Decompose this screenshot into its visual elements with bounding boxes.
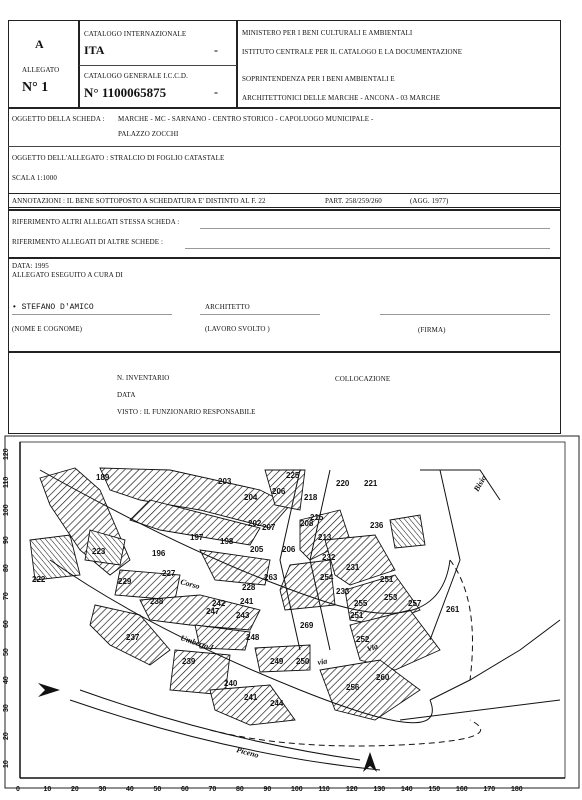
parcel-block — [320, 660, 420, 720]
parcel-label: 189 — [96, 473, 110, 482]
parcel-label: 243 — [236, 611, 250, 620]
parcel-label: 196 — [152, 549, 166, 558]
parcel-label: 263 — [264, 573, 278, 582]
catalogo-generale-label: CATALOGO GENERALE I.C.C.D. — [84, 72, 188, 80]
parcel-label: 250 — [296, 657, 310, 666]
parcel-label: 221 — [364, 479, 378, 488]
y-tick-label: 120 — [3, 448, 10, 460]
y-tick-label: 70 — [3, 592, 10, 600]
allegato-letter: A — [35, 37, 44, 51]
parcel-label: 244 — [270, 699, 284, 708]
parcel-label: 208 — [300, 519, 314, 528]
parcel-label: 238 — [150, 597, 164, 606]
parcel-label: 240 — [224, 679, 238, 688]
ministero-text: MINISTERO PER I BENI CULTURALI E AMBIENTALI — [242, 29, 413, 37]
eseguito-text: ALLEGATO ESEGUITO A CURA DI — [12, 271, 123, 279]
y-tick-label: 40 — [3, 676, 10, 684]
parcel-label: 223 — [92, 547, 106, 556]
parcel-label: 197 — [190, 533, 204, 542]
parcel-label: 253 — [384, 593, 398, 602]
ruolo-value: ARCHITETTO — [205, 303, 250, 311]
scala-text: SCALA 1:1000 — [12, 174, 57, 182]
y-tick-label: 100 — [3, 504, 10, 516]
parcel-label: 241 — [244, 693, 258, 702]
parcel-label: 261 — [446, 605, 460, 614]
y-tick-label: 50 — [3, 648, 10, 656]
parcel-label: 229 — [118, 577, 132, 586]
istituto-text: ISTITUTO CENTRALE PER IL CATALOGO E LA DOCUMENTAZIONE — [242, 48, 463, 56]
annotazioni-part: PART. 258/259/260 — [325, 197, 382, 205]
parcel-label: 225 — [286, 471, 300, 480]
parcel-label: 254 — [320, 573, 334, 582]
soprintendenza-line-2: ARCHITETTONICI DELLE MARCHE - ANCONA - 03 MARCHE — [242, 94, 441, 102]
y-tick-label: 20 — [3, 732, 10, 740]
catalogo-internazionale-label: CATALOGO INTERNAZIONALE — [84, 30, 187, 38]
parcel-label: 239 — [182, 657, 196, 666]
parcel-label: 204 — [244, 493, 258, 502]
street-edge — [400, 700, 560, 720]
x-tick-label: 100 — [291, 786, 303, 793]
parcel-label: 220 — [336, 479, 350, 488]
parcel-label: 233 — [336, 587, 350, 596]
nome-value: • STEFANO D'AMICO — [12, 303, 94, 312]
x-tick-label: 160 — [456, 786, 468, 793]
parcel-block — [170, 650, 230, 695]
catalogo-internazionale-value: ITA — [84, 43, 105, 57]
oggetto-scheda-value-2: PALAZZO ZOCCHI — [118, 130, 179, 138]
data-text: DATA: 1995 — [12, 262, 49, 270]
x-tick-label: 70 — [208, 786, 217, 793]
parcel-label: 252 — [356, 635, 370, 644]
parcel-label: 249 — [270, 657, 284, 666]
x-tick-label: 120 — [346, 786, 358, 793]
inventario-label: N. INVENTARIO — [117, 374, 170, 382]
parcel-label: 251 — [380, 575, 394, 584]
direction-arrow — [38, 683, 60, 697]
street-name: Via — [365, 641, 380, 654]
street-edge — [430, 620, 560, 700]
cadastral-map — [0, 434, 582, 800]
firma-label: (FIRMA) — [418, 326, 446, 334]
riferimento-stessa-scheda: RIFERIMENTO ALTRI ALLEGATI STESSA SCHEDA : — [12, 218, 180, 226]
x-tick-label: 20 — [71, 786, 79, 793]
parcel-label: 242 — [212, 599, 226, 608]
nome-text: STEFANO D'AMICO — [21, 303, 94, 312]
street-edge — [420, 470, 500, 500]
street-edge — [430, 470, 460, 640]
parcel-label: 257 — [408, 599, 422, 608]
parcel-block — [390, 515, 425, 548]
x-tick-label: 40 — [126, 786, 134, 793]
blank-line — [185, 248, 550, 249]
parcel-block — [30, 535, 80, 580]
x-tick-label: 180 — [511, 786, 523, 793]
parcel-label: 222 — [32, 575, 46, 584]
collocazione-label: COLLOCAZIONE — [335, 375, 391, 383]
parcel-label: 256 — [346, 683, 360, 692]
oggetto-allegato-line: OGGETTO DELL'ALLEGATO : STRALCIO DI FOGLIO CATASTALE — [12, 154, 225, 162]
parcel-label: 198 — [220, 537, 234, 546]
parcel-label: 228 — [242, 583, 256, 592]
divider — [8, 146, 561, 147]
soprintendenza-line-1: SOPRINTENDENZA PER I BENI AMBIENTALI E — [242, 75, 395, 83]
parcel-label: 237 — [126, 633, 140, 642]
allegato-label: ALLEGATO — [22, 66, 60, 74]
oggetto-scheda-label: OGGETTO DELLA SCHEDA : — [12, 115, 105, 123]
nome-label: (NOME E COGNOME) — [12, 325, 83, 333]
x-tick-label: 10 — [43, 786, 52, 793]
oggetto-scheda-value-1: MARCHE - MC - SARNANO - CENTRO STORICO - CAPOLUOGO MUNICIPALE - — [118, 115, 374, 123]
parcel-label: 241 — [240, 597, 254, 606]
parcel-label: 213 — [318, 533, 332, 542]
x-tick-label: 140 — [401, 786, 413, 793]
x-tick-label: 90 — [263, 786, 272, 793]
blank-line — [200, 314, 320, 315]
parcel-label: 203 — [218, 477, 232, 486]
allegato-number: N° 1 — [22, 80, 49, 95]
parcel-label: 218 — [304, 493, 318, 502]
y-tick-label: 30 — [3, 704, 10, 712]
parcel-label: 232 — [322, 553, 336, 562]
x-tick-label: 0 — [16, 786, 20, 793]
inventario-data-label: DATA — [117, 391, 136, 399]
parcel-label: 260 — [376, 673, 390, 682]
riferimento-altre-schede: RIFERIMENTO ALLEGATI DI ALTRE SCHEDE : — [12, 238, 163, 246]
signature-line — [380, 314, 550, 315]
dash-mark: - — [214, 85, 218, 99]
street-name: Umberto I — [179, 633, 215, 653]
street-name: Piceno — [235, 745, 260, 760]
street-name: Bisio — [471, 473, 489, 493]
lavoro-label: (LAVORO SVOLTO ) — [205, 325, 270, 333]
parcel-label: 206 — [272, 487, 286, 496]
blank-line — [12, 314, 172, 315]
x-tick-label: 130 — [373, 786, 386, 793]
y-tick-label: 10 — [3, 760, 10, 768]
street-name: Corso — [179, 577, 201, 591]
inventario-box — [8, 352, 561, 434]
parcel-label: 248 — [246, 633, 260, 642]
parcel-label: 227 — [162, 569, 176, 578]
annotazioni-text: ANNOTAZIONI : IL BENE SOTTOPOSTO A SCHEDATURA E' DISTINTO AL F. 22 — [12, 197, 266, 205]
x-tick-label: 110 — [318, 786, 330, 793]
parcel-label: 215 — [310, 513, 324, 522]
x-tick-label: 50 — [153, 786, 162, 793]
y-tick-label: 80 — [3, 564, 10, 572]
parcel-label: 251 — [350, 611, 364, 620]
parcel-label: 247 — [206, 607, 220, 616]
parcel-label: 205 — [250, 545, 264, 554]
x-tick-label: 170 — [483, 786, 496, 793]
parcel-label: 231 — [346, 563, 360, 572]
parcel-label: 236 — [370, 521, 384, 530]
blank-line — [200, 228, 550, 229]
x-tick-label: 80 — [236, 786, 244, 793]
parcel-label: 255 — [354, 599, 368, 608]
x-tick-label: 60 — [181, 786, 189, 793]
catalogo-generale-value: N° 1100065875 — [84, 85, 167, 100]
parcel-label: 206 — [282, 545, 296, 554]
y-tick-label: 110 — [3, 476, 10, 488]
street-name: via — [316, 656, 328, 667]
annotazioni-agg: (AGG. 1977) — [410, 197, 449, 205]
y-tick-label: 90 — [3, 536, 10, 544]
parcel-label: 269 — [300, 621, 314, 630]
visto-label: VISTO : IL FUNZIONARIO RESPONSABILE — [117, 408, 256, 416]
y-tick-label: 60 — [3, 620, 10, 628]
x-tick-label: 150 — [428, 786, 441, 793]
dash-mark: - — [214, 43, 218, 57]
parcel-label: 207 — [262, 523, 276, 532]
x-tick-label: 30 — [98, 786, 107, 793]
divider — [79, 65, 237, 66]
parcel-label: 202 — [248, 519, 262, 528]
